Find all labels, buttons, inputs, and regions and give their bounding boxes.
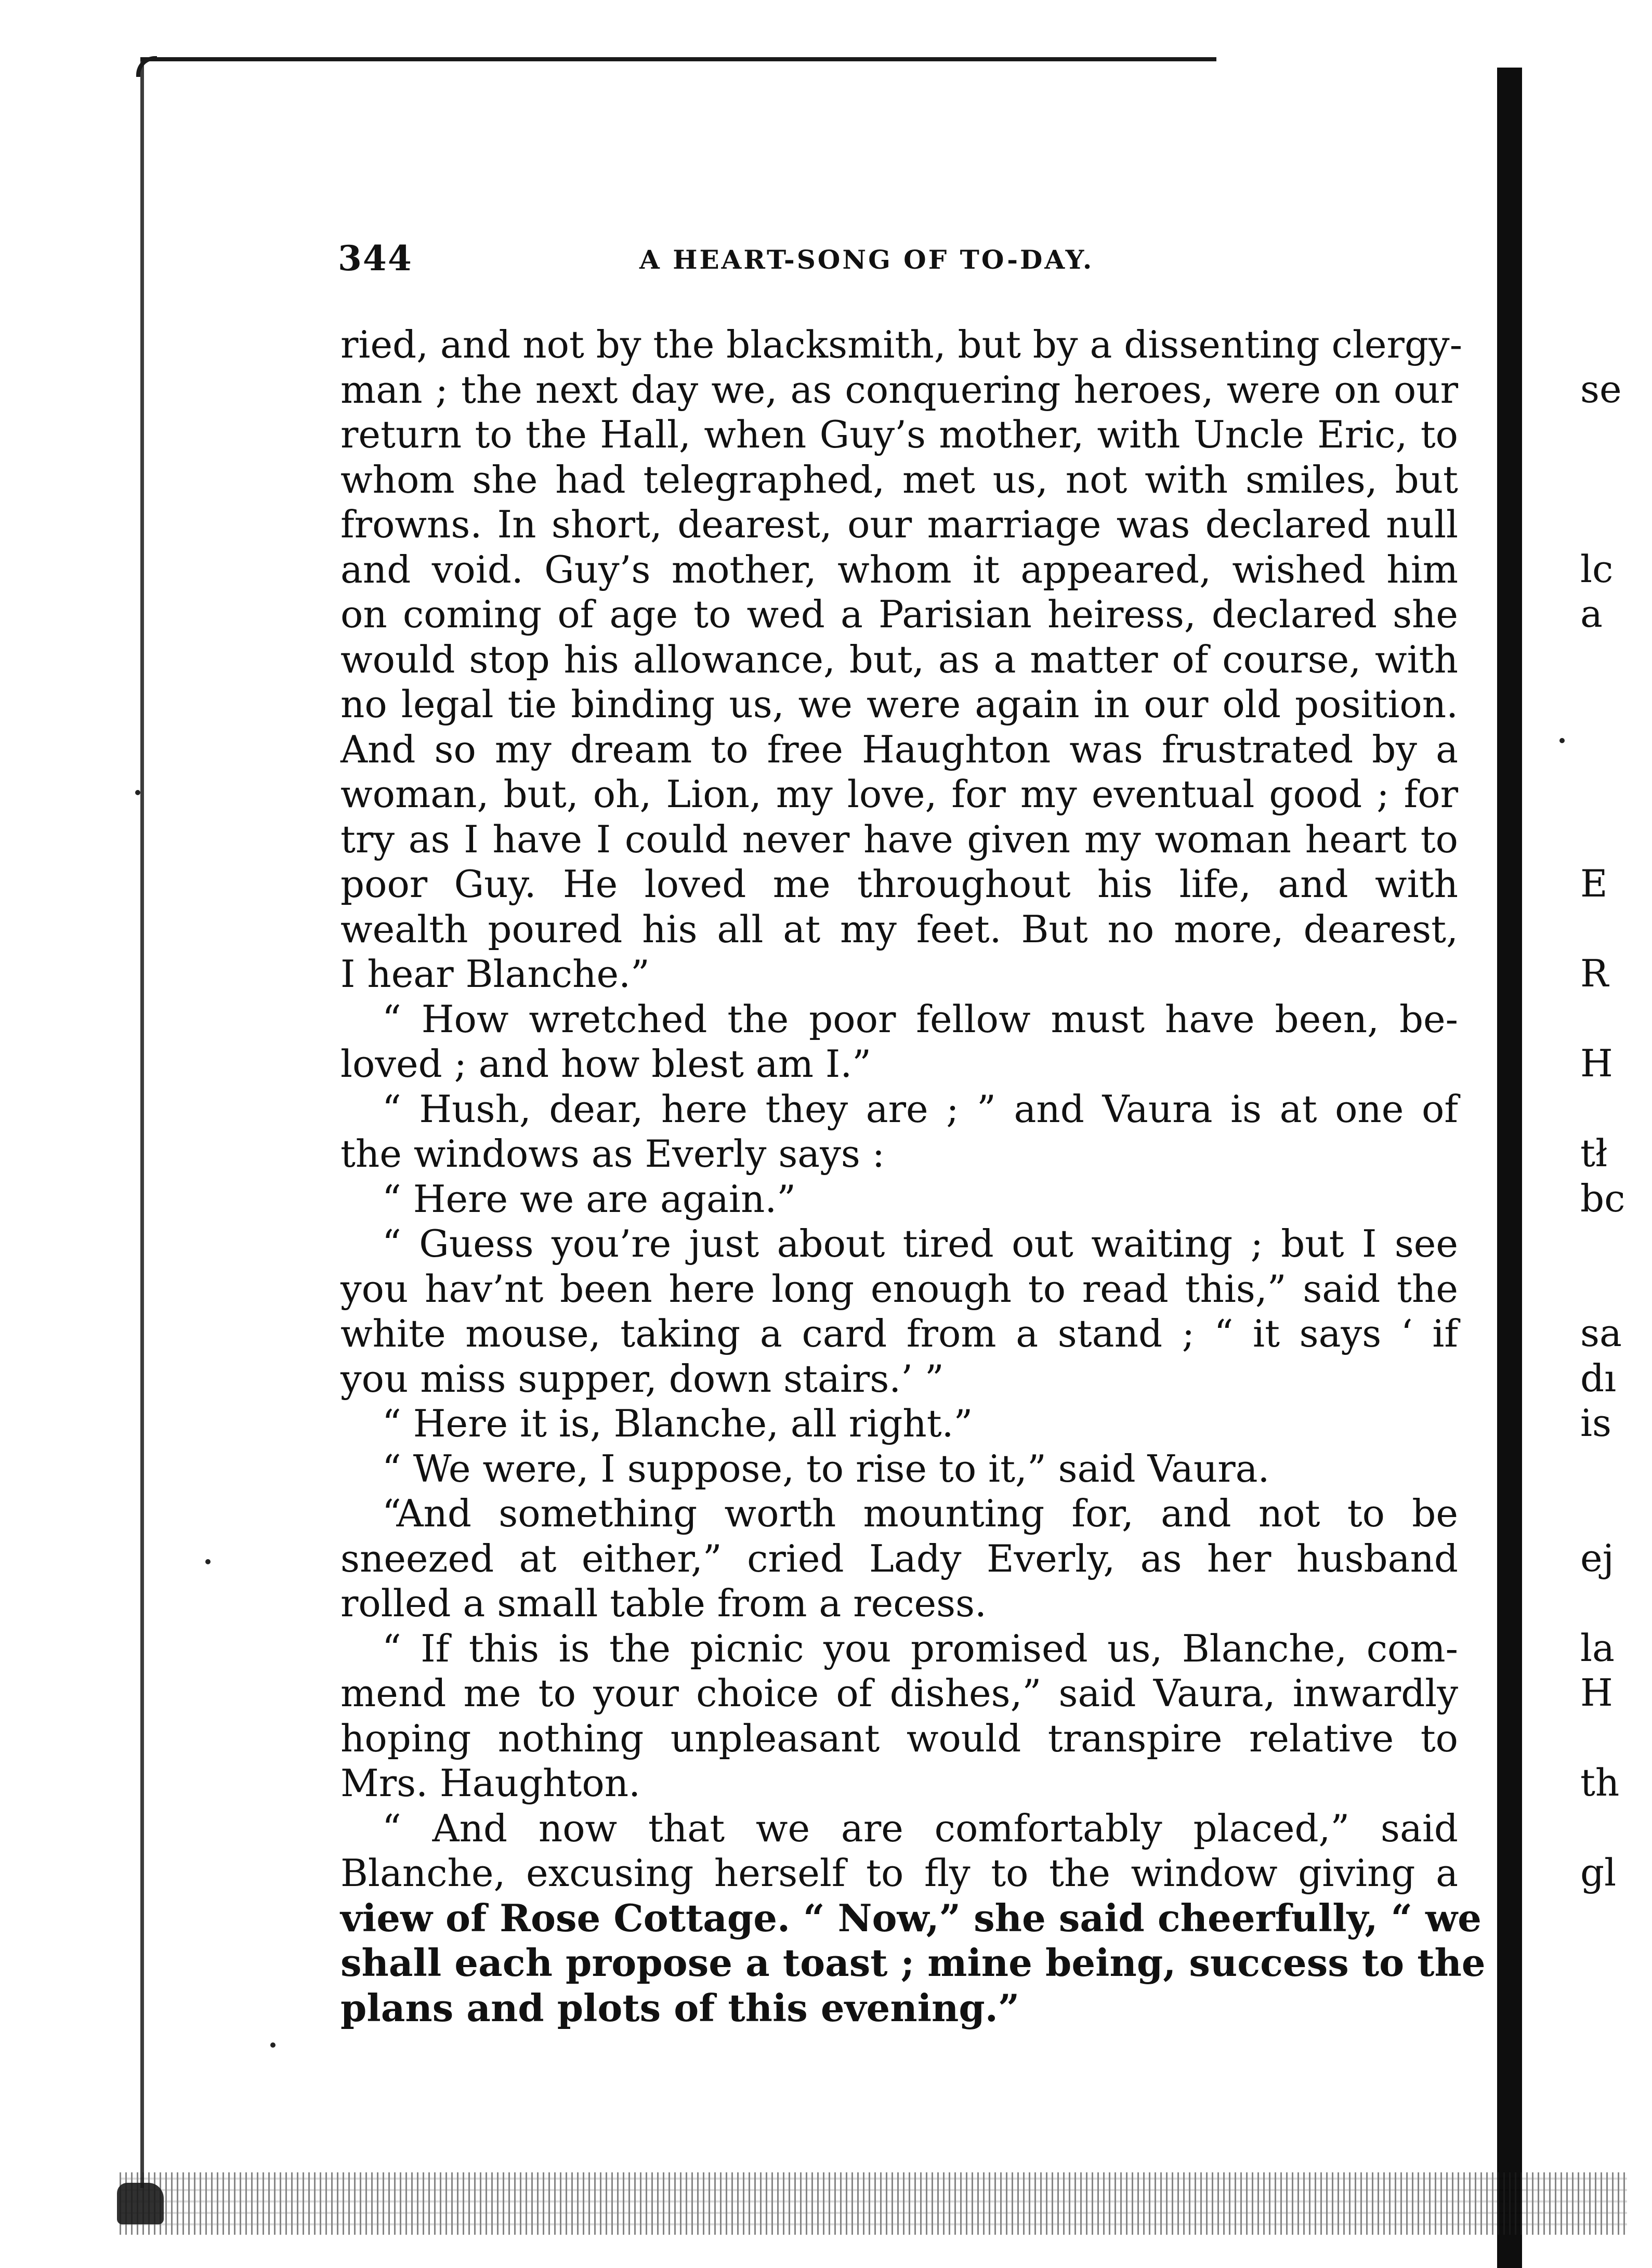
text-line: sneezed at either,” cried Lady Everly, as her husband [340, 1536, 1458, 1580]
text-line: would stop his allowance, but, as a matter of course, with [340, 637, 1458, 681]
text-line: view of Rose Cottage. “ Now,” she said cheerfully, “ we [340, 1895, 1481, 1940]
text-line: “ We were, I suppose, to rise to it,” said Vaura. [382, 1446, 1270, 1491]
text-line: “ If this is the picnic you promised us, Blanche, com- [382, 1626, 1458, 1670]
page-border-left [140, 57, 144, 2188]
text-line: whom she had telegraphed, met us, not with smiles, but [340, 457, 1458, 502]
text-line: man ; the next day we, as conquering heroes, were on our [340, 367, 1458, 412]
margin-fragment: sa [1580, 1311, 1622, 1355]
text-line: “ Hush, dear, here they are ; ” and Vaura is at one of [382, 1087, 1458, 1131]
margin-fragment: tł [1580, 1131, 1608, 1175]
margin-fragment: la [1580, 1626, 1615, 1670]
scan-speck [1559, 738, 1565, 743]
margin-fragment: E [1580, 862, 1608, 905]
scan-speck [135, 790, 140, 795]
book-spine-shadow [1497, 68, 1522, 2268]
text-line: mend me to your choice of dishes,” said Vaura, inwardly [340, 1671, 1458, 1715]
text-line: white mouse, taking a card from a stand ; “ it says ‘ if [340, 1312, 1458, 1355]
margin-fragment: se [1580, 367, 1622, 411]
text-line: you hav’nt been here long enough to read this,” said the [340, 1267, 1458, 1311]
text-line: And so my dream to free Haughton was frustrated by a [340, 727, 1458, 771]
text-line: woman, but, oh, Lion, my love, for my eventual good ; for [340, 772, 1458, 816]
text-line: ried, and not by the blacksmith, but by a dissenting clergy- [340, 323, 1463, 366]
text-line: hoping nothing unpleasant would transpire relative to [340, 1716, 1458, 1760]
text-line: the windows as Everly says : [340, 1132, 885, 1176]
text-line: return to the Hall, when Guy’s mother, with Uncle Eric, to [340, 413, 1458, 456]
scan-speck [270, 2042, 276, 2048]
margin-fragment: is [1580, 1401, 1611, 1445]
page-header [338, 238, 1336, 285]
text-line: you miss supper, down stairs.’ ” [340, 1356, 944, 1401]
margin-fragment: H [1580, 1671, 1613, 1715]
margin-fragment: lc [1580, 547, 1614, 591]
margin-fragment: a [1580, 592, 1603, 636]
margin-fragment: gl [1580, 1851, 1617, 1894]
text-line: rolled a small table from a recess. [340, 1581, 987, 1625]
margin-fragment: H [1580, 1041, 1613, 1085]
text-line: plans and plots of this evening.” [340, 1985, 1020, 2030]
text-line: I hear Blanche.” [340, 952, 650, 996]
text-line: Blanche, excusing herself to fly to the window giving a [340, 1851, 1458, 1895]
scan-ink-blot [117, 2183, 164, 2224]
text-line: shall each propose a toast ; mine being, success to the [340, 1941, 1486, 1985]
text-line: loved ; and how blest am I.” [340, 1042, 872, 1086]
text-line: and void. Guy’s mother, whom it appeared, wished him [340, 547, 1458, 591]
text-line: try as I have I could never have given my woman heart to [340, 817, 1458, 861]
text-line: no legal tie binding us, we were again in our old position. [340, 682, 1458, 726]
text-line: frowns. In short, dearest, our marriage was declared null [340, 503, 1458, 546]
text-line: wealth poured his all at my feet. But no more, dearest, [340, 907, 1458, 951]
margin-fragment: dı [1580, 1356, 1617, 1400]
page-border-top [140, 57, 1216, 61]
margin-fragment: bc [1580, 1176, 1625, 1220]
margin-fragment: R [1580, 952, 1609, 995]
text-line: on coming of age to wed a Parisian heiress, declared she [340, 592, 1458, 636]
page-number: 344 [338, 238, 413, 279]
text-line: “ How wretched the poor fellow must have been, be- [382, 997, 1458, 1041]
text-line: Mrs. Haughton. [340, 1761, 640, 1805]
text-line: “ Here we are again.” [382, 1177, 796, 1221]
text-line: “And something worth mounting for, and not to be [382, 1492, 1458, 1535]
scan-edge-noise [120, 2172, 1627, 2235]
margin-fragment: th [1580, 1761, 1620, 1804]
text-line: “ Here it is, Blanche, all right.” [382, 1402, 973, 1445]
text-line: “ Guess you’re just about tired out waiting ; but I see [382, 1222, 1458, 1265]
scan-speck [205, 1559, 211, 1564]
running-head: A HEART-SONG OF TO-DAY. [639, 244, 1094, 275]
margin-fragment: ej [1580, 1536, 1614, 1580]
text-line: “ And now that we are comfortably placed,” said [382, 1806, 1458, 1850]
body-text [340, 322, 1486, 2030]
text-line: poor Guy. He loved me throughout his life, and with [340, 862, 1458, 906]
